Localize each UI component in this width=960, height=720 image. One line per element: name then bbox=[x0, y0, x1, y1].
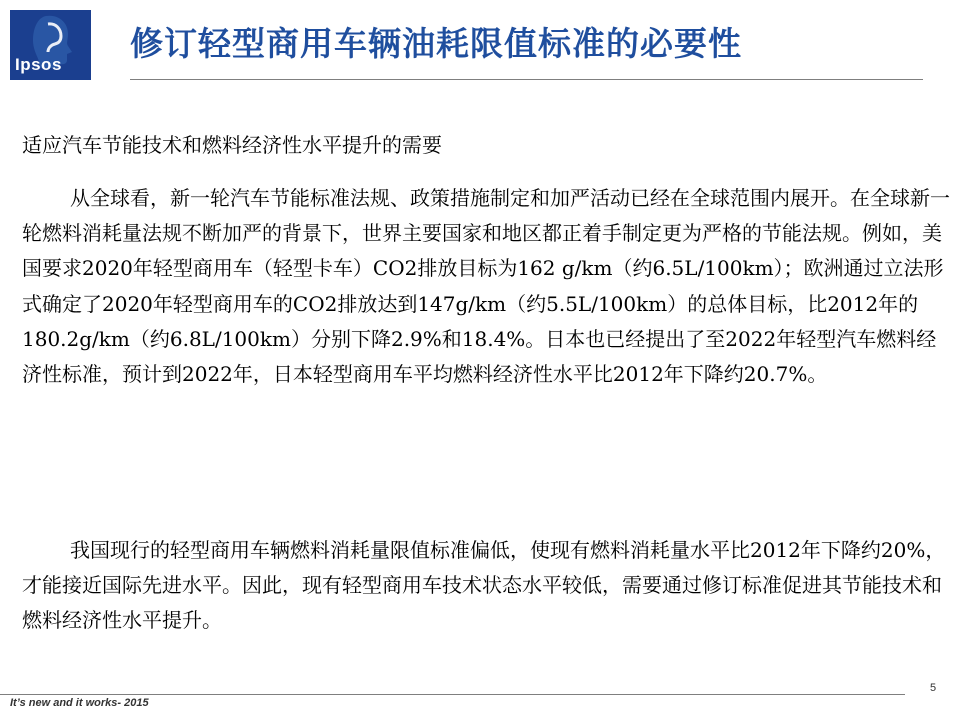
section-subheading: 适应汽车节能技术和燃料经济性水平提升的需要 bbox=[22, 133, 442, 157]
logo-text: Ipsos bbox=[15, 55, 62, 74]
title-divider bbox=[130, 79, 923, 80]
body-paragraph-china: 我国现行的轻型商用车辆燃料消耗量限值标准偏低，使现有燃料消耗量水平比2012年下降约20%，才能接近国际先进水平。因此，现有轻型商用车技术状态水平较低，需要通过修订标准促进其节能技术和燃料经济性水平提升。 bbox=[22, 538, 946, 633]
footer-divider bbox=[0, 694, 905, 695]
footer-text: It’s new and it works- 2015 bbox=[10, 697, 149, 709]
ipsos-logo bbox=[10, 10, 91, 80]
slide-title: 修订轻型商用车辆油耗限值标准的必要性 bbox=[130, 24, 742, 63]
page-number: 5 bbox=[930, 682, 937, 694]
body-paragraph-global: 从全球看，新一轮汽车节能标准法规、政策措施制定和加严活动已经在全球范围内展开。在全球新一轮燃料消耗量法规不断加严的背景下，世界主要国家和地区都正着手制定更为严格的节能法规。例如，美国要求2020年轻型商用车（轻型卡车）CO2排放目标为162 g/km（约6.5L/100km）；欧洲通过立法形式确定了2020年轻型商用车的CO2排放达到147g/km（约5.5L/100km）的总体目标，比2012年的180.2g/km（约6.8L/100km）分别下降2.9%和18.4%。日本也已经提出了至2022年轻型汽车燃料经济性标准，预计到2022年，日本轻型商用车平均燃料经济性水平比2012年下降约20.7%。 bbox=[22, 186, 950, 387]
